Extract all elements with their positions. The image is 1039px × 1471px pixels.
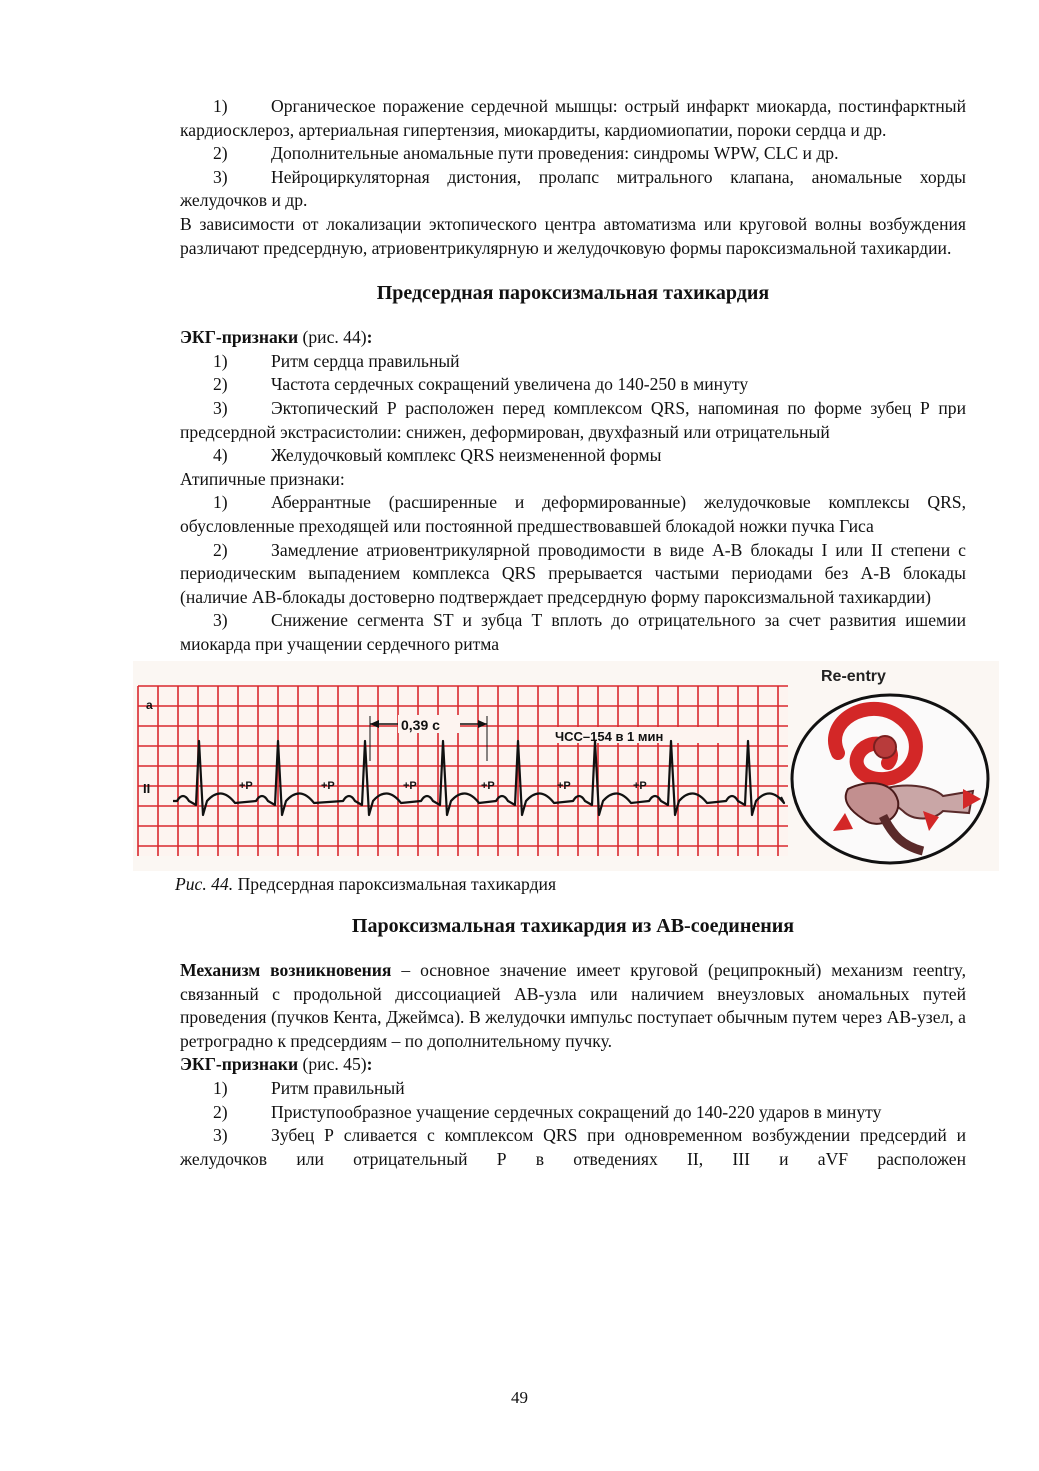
figure-caption — [175, 873, 966, 897]
item-text: Частота сердечных сокращений увеличена до 140-250 в минуту — [271, 374, 749, 395]
page-number: 49 — [511, 1388, 528, 1407]
atypical-label: Атипичные признаки: — [180, 468, 345, 489]
item-number: 1) — [213, 96, 228, 116]
mechanism-text: – основное значение имеет круговой (реципрокный) механизм reentry, связанный с продольной диссоциацией АВ-узла или наличием внеузловых аномальных путей проведения (пучков Кента, Джеймса). В желудочки импульс поступает обычным путем через АВ-узел, а ретроградно к предсердиям – по дополнительному пучку. — [180, 960, 966, 1051]
ecg-item-2 — [180, 373, 966, 397]
av-item-1 — [180, 1077, 966, 1101]
item-number: 3) — [213, 610, 228, 631]
item-number: 3) — [213, 397, 228, 418]
ecg-label: ЭКГ-признаки — [180, 1054, 299, 1075]
mechanism-paragraph — [180, 959, 966, 1053]
item-text: Зубец Р сливается с комплексом QRS при одновременном возбуждении предсердий и желудочков или отрицательный Р в отведениях II, III и aVF расположен — [180, 1125, 966, 1169]
item-number: 3) — [213, 166, 228, 187]
item-text: Эктопический Р расположен перед комплексом QRS, напоминая по форме зубец Р при предсердной экстрасистолии: снижен, деформирован, двухфазный или отрицательный — [180, 397, 966, 442]
ecg-signs-heading — [180, 326, 966, 350]
caption-number: Рис. 44. — [175, 874, 234, 895]
item-text: Приступообразное учащение сердечных сокращений до 140-220 ударов в минуту — [271, 1101, 882, 1122]
item-number: 1) — [213, 1078, 228, 1099]
item-number: 2) — [213, 374, 228, 395]
figure-ref: (рис. 45) — [302, 1054, 367, 1075]
item-text: Снижение сегмента ST и зубца Т вплоть до отрицательного за счет развития ишемии миокарда при учащении сердечного ритма — [180, 610, 966, 654]
figure-44 — [133, 661, 999, 871]
section-title-av: Пароксизмальная тахикардия из АВ-соединения — [351, 915, 795, 938]
item-text: Аберрантные (расширенные и деформированные) желудочковые комплексы QRS, обусловленные преходящей или постоянной предшествовавшей блокадой ножки пучка Гиса — [180, 492, 966, 536]
p-wave-marker: +P — [239, 780, 253, 793]
heart-rate-label: ЧСС–154 в 1 мин — [555, 729, 664, 745]
page-content — [143, 95, 966, 1171]
ecg-item-3 — [180, 397, 966, 444]
item-text: Желудочковый комплекс QRS неизмененной формы — [271, 445, 662, 466]
item-text: Ритм сердца правильный — [271, 350, 460, 371]
p-wave-marker: +P — [481, 780, 495, 793]
atypical-item-3 — [180, 609, 966, 656]
item-text: Замедление атриовентрикулярной проводимости в виде А-В блокады I или II степени с периодическим выпадением комплекса QRS прерывается частыми периодами без А-В блокады (наличие АВ-блокады достоверно подтверждает предсердную форму пароксизмальной тахикардии) — [180, 539, 966, 607]
item-number: 4) — [213, 445, 228, 466]
intro-paragraph: В зависимости от локализации эктопического центра автоматизма или круговой волны возбуждения различают предсердную, атриовентрикулярную и желудочковую формы пароксизмальной тахикардии. — [180, 213, 966, 258]
ecg-strip — [138, 686, 788, 856]
ecg-signs-heading-2 — [180, 1053, 966, 1077]
interval-label: 0,39 с — [401, 717, 440, 734]
item-text: Дополнительные аномальные пути проведения: синдромы WPW, CLC и др. — [271, 143, 839, 164]
item-number: 2) — [213, 143, 228, 164]
colon: : — [366, 1054, 373, 1075]
lead-a-label: a — [146, 698, 153, 713]
colon: : — [366, 327, 373, 348]
p-wave-marker: +P — [633, 780, 647, 793]
intro-item-3 — [180, 166, 966, 213]
item-text: Ритм правильный — [271, 1078, 405, 1099]
item-number: 2) — [213, 539, 228, 560]
intro-item-1 — [180, 95, 966, 142]
item-text: Нейроциркуляторная дистония, пролапс митрального клапана, аномальные хорды желудочков и др. — [180, 166, 966, 211]
mechanism-label: Механизм возникновения — [180, 960, 392, 981]
item-number: 3) — [213, 1125, 228, 1146]
atypical-item-1 — [180, 491, 966, 538]
p-wave-marker: +P — [321, 780, 335, 793]
ecg-paper — [138, 686, 788, 856]
reentry-label: Re-entry — [821, 668, 886, 686]
atypical-item-2 — [180, 539, 966, 610]
caption-text: Предсердная пароксизмальная тахикардия — [237, 874, 557, 895]
ecg-item-1 — [180, 350, 966, 374]
ecg-illustration — [133, 661, 999, 871]
item-number: 1) — [213, 492, 228, 513]
av-item-2 — [180, 1101, 966, 1125]
p-wave-marker: +P — [403, 780, 417, 793]
intro-item-2 — [180, 142, 966, 166]
spiral-core — [874, 736, 896, 758]
item-number: 1) — [213, 350, 228, 371]
item-number: 2) — [213, 1101, 228, 1122]
lead-ii-label: II — [143, 781, 151, 797]
item-text: Органическое поражение сердечной мышцы: острый инфаркт миокарда, постинфарктный кардиосклероз, артериальная гипертензия, миокардиты, кардиомиопатии, пороки сердца и др. — [180, 96, 966, 140]
ecg-label: ЭКГ-признаки — [180, 327, 299, 348]
av-item-3 — [180, 1124, 966, 1171]
section-title-atrial: Предсердная пароксизмальная тахикардия — [376, 282, 770, 305]
figure-ref: (рис. 44) — [302, 327, 367, 348]
p-wave-marker: +P — [557, 780, 571, 793]
ecg-item-4 — [180, 444, 966, 468]
